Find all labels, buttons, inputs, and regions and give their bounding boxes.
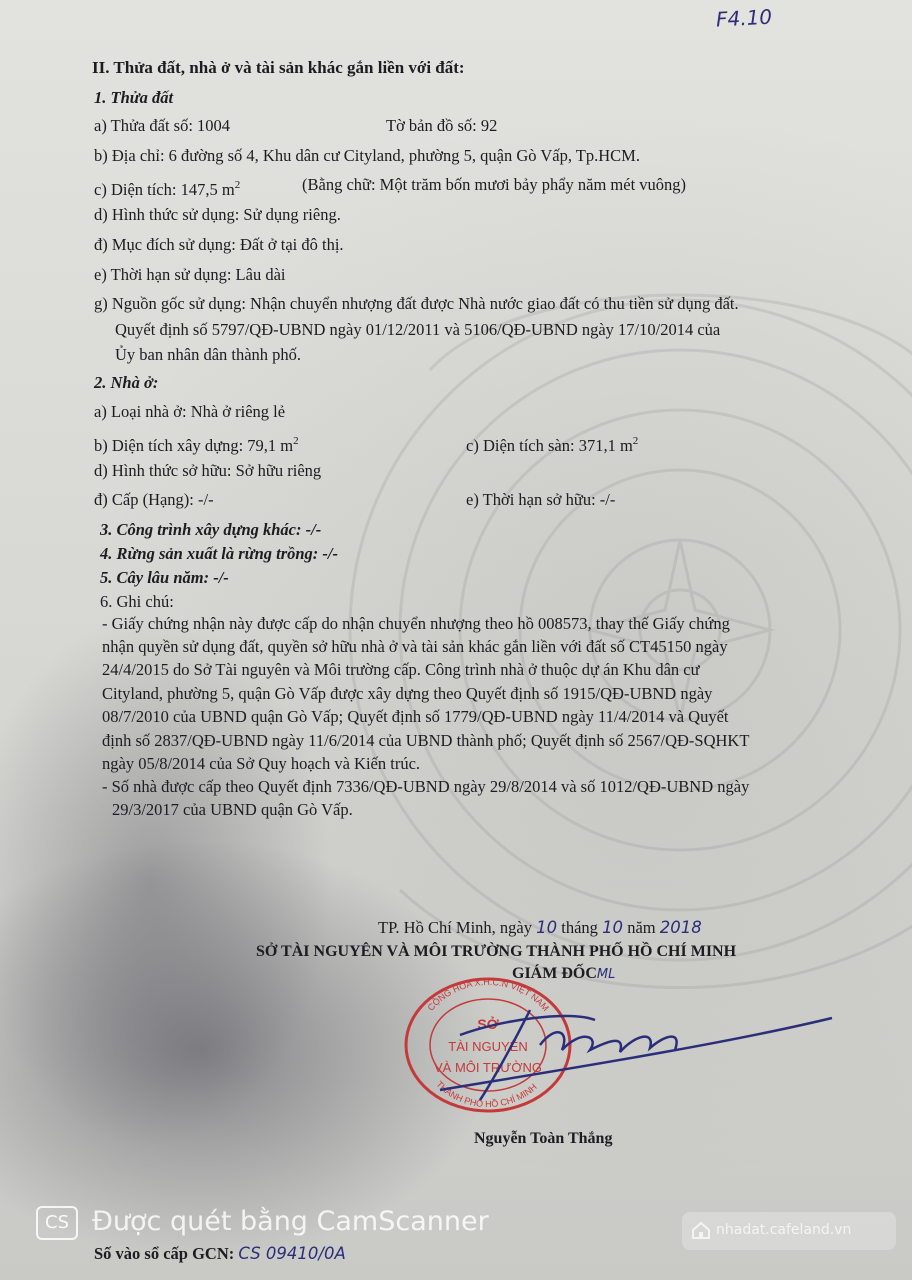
signing-place-date: TP. Hồ Chí Minh, ngày 10 tháng 10 năm 2018 [378, 918, 702, 937]
production-forest: 4. Rừng sản xuất là rừng trồng: -/- [100, 544, 338, 563]
site-badge-text: nhadat.cafeland.vn [716, 1222, 852, 1238]
issuing-agency: SỞ TÀI NGUYÊN VÀ MÔI TRƯỜNG THÀNH PHỐ HỒ CHÍ MINH [256, 943, 737, 960]
note-line: ngày 05/8/2014 của Sở Quy hoạch và Kiến trúc. [102, 754, 421, 773]
land-use-term: e) Thời hạn sử dụng: Lâu dài [94, 265, 286, 284]
land-map-sheet: Tờ bản đồ số: 92 [386, 116, 498, 135]
land-area: c) Diện tích: 147,5 $m^2$ [94, 179, 241, 199]
director-signature [420, 990, 840, 1110]
land-origin-line-3: Ủy ban nhân dân thành phố. [115, 345, 302, 364]
note-line: 29/3/2017 của UBND quận Gò Vấp. [112, 800, 353, 819]
note-line: - Giấy chứng nhận này được cấp do nhận chuyển nhượng theo hồ 008573, thay thế Giấy chứng [102, 614, 730, 633]
note-line: Cityland, phường 5, quận Gò Vấp được xây dựng theo Quyết định số 1915/QĐ-UBND ngày [102, 684, 713, 703]
house-grade: đ) Cấp (Hạng): -/- [94, 490, 214, 509]
notes-heading: 6. Ghi chú: [100, 592, 174, 611]
land-parcel-number: a) Thửa đất số: 1004 [94, 116, 231, 135]
section-title: II. Thửa đất, nhà ở và tài sản khác gắn liền với đất: [92, 58, 465, 77]
note-line: định số 2837/QĐ-UBND ngày 11/6/2014 của UBND thành phố; Quyết định số 2567/QĐ-SQHKT [102, 731, 750, 750]
camscanner-logo-icon: CS [36, 1206, 78, 1240]
other-works: 3. Công trình xây dựng khác: -/- [100, 520, 322, 539]
camscanner-watermark: Được quét bằng CamScanner [92, 1206, 489, 1237]
note-line: nhận quyền sử dụng đất, quyền sở hữu nhà ở và tài sản khác gắn liền với đất số CT45150 ngày [102, 637, 728, 656]
registry-number: Số vào sổ cấp GCN: CS 09410/0A [94, 1244, 346, 1263]
land-heading: 1. Thửa đất [94, 88, 174, 107]
note-line: 24/4/2015 do Sở Tài nguyên và Môi trường cấp. Công trình nhà ở thuộc dự án Khu dân cư [102, 660, 700, 679]
house-built-area: b) Diện tích xây dựng: 79,1 $m^2$ [94, 435, 299, 455]
house-floor-area: c) Diện tích sàn: 371,1 $m^2$ [466, 435, 639, 455]
land-origin-line-2: Quyết định số 5797/QĐ-UBND ngày 01/12/2011 và 5106/QĐ-UBND ngày 17/10/2014 của [115, 320, 721, 339]
house-ownership-term: e) Thời hạn sở hữu: -/- [466, 490, 616, 509]
house-type: a) Loại nhà ở: Nhà ở riêng lẻ [94, 402, 286, 421]
note-line: - Số nhà được cấp theo Quyết định 7336/QĐ-UBND ngày 29/8/2014 và số 1012/QĐ-UBND ngày [102, 777, 750, 796]
stamp-ring-bottom-text: THÀNH PHỐ HỒ CHÍ MINH [434, 1078, 539, 1110]
stamp-ring-top-text: CỘNG HÒA X.H.C.N VIỆT NAM [425, 976, 551, 1014]
perennial-trees: 5. Cây lâu năm: -/- [100, 568, 229, 587]
stamp-center-line-2: TÀI NGUYÊN [448, 1039, 528, 1054]
signer-name: Nguyễn Toàn Thắng [474, 1130, 613, 1147]
house-logo-icon [690, 1219, 712, 1241]
land-use-form: d) Hình thức sử dụng: Sử dụng riêng. [94, 205, 341, 224]
stamp-center-line-1: SỞ [477, 1016, 499, 1032]
land-use-purpose: đ) Mục đích sử dụng: Đất ở tại đô thị. [94, 235, 344, 254]
director-title: GIÁM ĐỐCML [512, 965, 616, 982]
house-ownership-form: d) Hình thức sở hữu: Sở hữu riêng [94, 461, 322, 480]
corner-handwritten-note: F4.10 [715, 4, 773, 32]
house-heading: 2. Nhà ở: [94, 373, 159, 392]
stamp-center-line-3: VÀ MÔI TRƯỜNG [434, 1060, 542, 1075]
note-line: 08/7/2010 của UBND quận Gò Vấp; Quyết định số 1779/QĐ-UBND ngày 11/4/2014 và Quyết [102, 707, 729, 726]
land-area-words: (Bằng chữ: Một trăm bốn mươi bảy phẩy năm mét vuông) [302, 175, 687, 194]
site-badge [682, 1212, 896, 1250]
land-origin-line-1: g) Nguồn gốc sử dụng: Nhận chuyển nhượng đất được Nhà nước giao đất có thu tiền sử dụng đất. [94, 294, 739, 313]
land-address: b) Địa chỉ: 6 đường số 4, Khu dân cư Cityland, phường 5, quận Gò Vấp, Tp.HCM. [94, 146, 640, 165]
